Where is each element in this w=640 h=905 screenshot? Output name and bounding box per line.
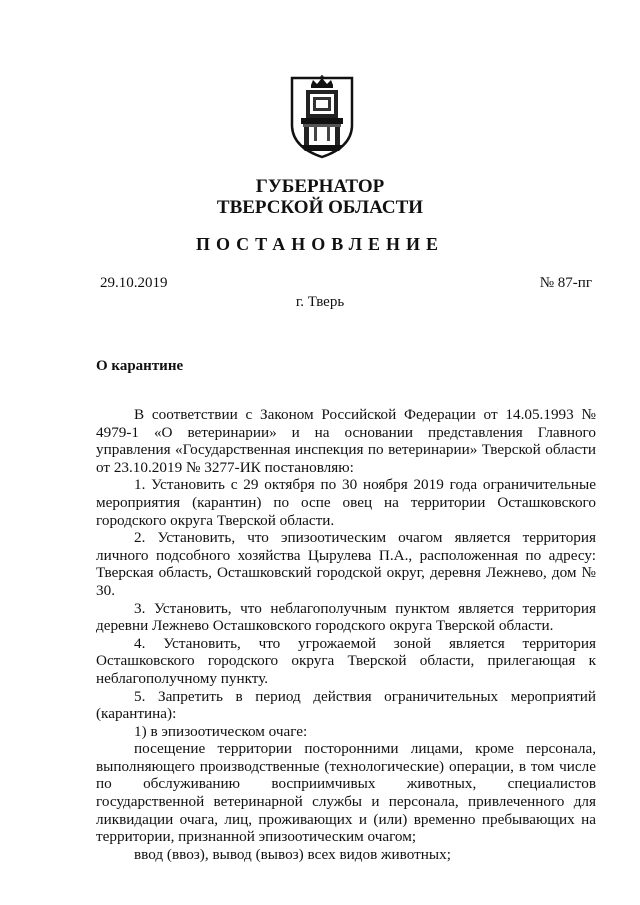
document-body [96,406,596,863]
document-number: № 87-пг [539,275,592,291]
paragraph-item-5-1: 1) в эпизоотическом очаге: [134,722,308,740]
document-type: ПОСТАНОВЛЕНИЕ [195,234,445,254]
coat-of-arms-icon [289,75,355,159]
paragraph-item-2: 2. Установить, что эпизоотическим очагом является территория личного подсобного хозяйства Цырулева П.А., расположенная по адресу: Тверская область, Осташковский городской округ, деревня Лежнево, дом № 30. [96,529,596,599]
paragraph-item-1: 1. Установить с 29 октября по 30 ноября 2019 года ограничительные мероприятия (карантин) по оспе овец на территории Осташковского городского округа Тверской области. [96,476,596,529]
document-city: г. Тверь [295,294,345,310]
paragraph-preamble: В соответствии с Законом Российской Федерации от 14.05.1993 № 4979-1 «О ветеринарии» и на основании представления Главного управления «Государственная инспекция по ветеринарии» Тверской области от 23.10.2019 № 3277-ИК постановляю: [96,406,596,476]
paragraph-visit-ban: посещение территории посторонними лицами, кроме персонала, выполняющего производственные (технологические) операции, в том числе по обслуживанию восприимчивых животных, специалистов государственной ветеринарной службы и персонала, привлеченного для ликвидации очага, лиц, проживающих и (или) временно пребывающих на территории, признанной эпизоотическим очагом; [96,740,596,846]
paragraph-item-4: 4. Установить, что угрожаемой зоной является территория Осташковского городского округа Тверской области, прилегающая к неблагополучному пункту. [96,634,596,687]
paragraph-animal-movement-ban: ввод (ввоз), вывод (вывоз) всех видов животных; [134,845,451,863]
document-date: 29.10.2019 [100,275,168,291]
paragraph-item-5: 5. Запретить в период действия ограничительных мероприятий (карантина): [96,687,596,723]
document-subject: О карантине [96,358,184,374]
governor-title: ГУБЕРНАТОР [255,176,385,197]
region-title: ТВЕРСКОЙ ОБЛАСТИ [216,197,424,218]
paragraph-item-3: 3. Установить, что неблагополучным пунктом является территория деревни Лежнево Осташковского городского округа Тверской области. [96,599,596,635]
